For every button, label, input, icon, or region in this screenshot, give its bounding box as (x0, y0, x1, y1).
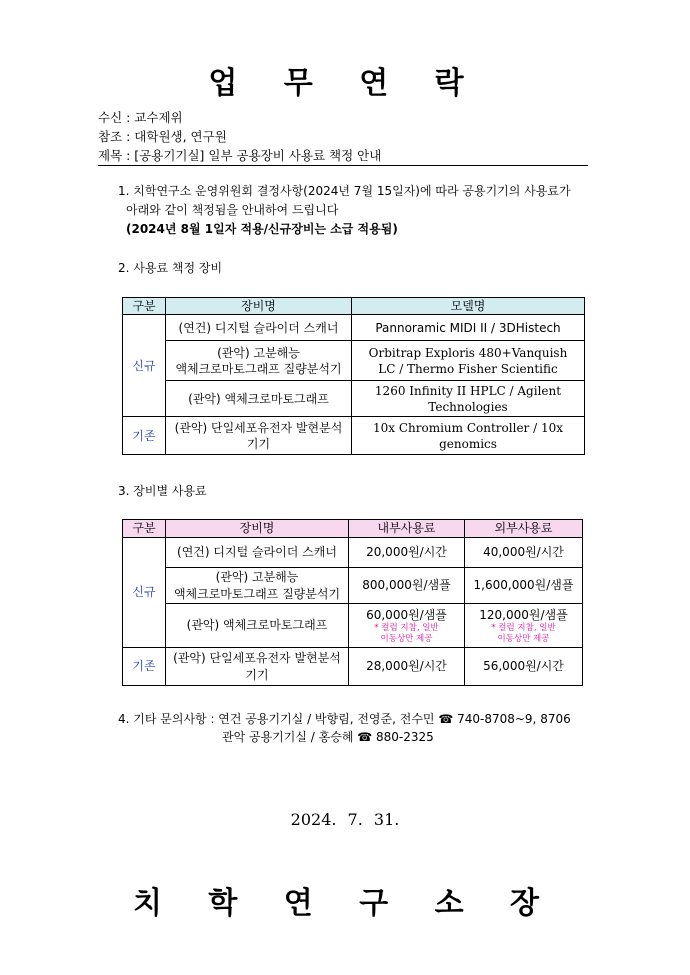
equipment-table (122, 297, 585, 455)
equipment-name: (관악) 액체크로마토그래프 (166, 604, 349, 648)
header-equipment-name: 장비명 (166, 520, 349, 538)
equipment-name: (관악) 단일세포유전자 발현분석 기기 (166, 417, 352, 455)
table-row (123, 538, 583, 568)
equipment-name: (연건) 디지털 슬라이더 스캐너 (166, 538, 349, 568)
category-existing: 기존 (123, 417, 166, 455)
internal-fee: 60,000원/샘플 * 컬럼 지참, 일반 이동상만 제공 (349, 604, 465, 648)
model-name: 10x Chromium Controller / 10x genomics (352, 417, 585, 455)
section1-line3: (2024년 8월 1일자 적용/신규장비는 소급 적용됨) (126, 222, 398, 236)
section2-heading: 2. 사용료 책정 장비 (118, 261, 223, 275)
header-divider (98, 165, 588, 166)
table-header-row (123, 298, 585, 315)
table-row (123, 417, 585, 455)
internal-fee: 28,000원/시간 (349, 648, 465, 686)
equipment-name: (연건) 디지털 슬라이더 스캐너 (166, 315, 352, 341)
table-row (123, 604, 583, 648)
header-model-name: 모델명 (352, 298, 585, 315)
contact-line2: 관악 공용기기실 / 홍승혜 ☎ 880-2325 (222, 730, 434, 744)
header-equipment-name: 장비명 (166, 298, 352, 315)
issuer-signature: 치 학 연 구 소 장 (132, 886, 558, 921)
category-existing: 기존 (123, 648, 166, 686)
model-name: Orbitrap Exploris 480+Vanquish LC / Thermo Fisher Scientific (352, 341, 585, 381)
category-new: 신규 (123, 315, 166, 417)
header-category: 구분 (123, 298, 166, 315)
table-row (123, 315, 585, 341)
section1-line1: 1. 치학연구소 운영위원회 결정사항(2024년 7월 15일자)에 따라 공용기기의 사용료가 (118, 184, 571, 198)
header-external-fee: 외부사용료 (465, 520, 583, 538)
document-date: 2024. 7. 31. (290, 810, 400, 829)
external-fee: 1,600,000원/샘플 (465, 568, 583, 604)
model-name: 1260 Infinity II HPLC / Agilent Technologies (352, 381, 585, 417)
table-row (123, 648, 583, 686)
document-title: 업 무 연 락 (208, 66, 482, 101)
external-fee: 120,000원/샘플 * 컬럼 지참, 일반 이동상만 제공 (465, 604, 583, 648)
external-fee: 56,000원/시간 (465, 648, 583, 686)
section1-line2: 아래와 같이 책정됨을 안내하여 드립니다 (126, 203, 339, 217)
table-row (123, 381, 585, 417)
subject-line: 제목 : [공용기기실] 일부 공용장비 사용료 책정 안내 (98, 148, 382, 163)
contact-line1: 4. 기타 문의사항 : 연건 공용기기실 / 박향림, 전영준, 전수민 ☎ 740-8708~9, 8706 (118, 712, 571, 726)
internal-fee: 20,000원/시간 (349, 538, 465, 568)
internal-fee: 800,000원/샘플 (349, 568, 465, 604)
equipment-name: (관악) 고분해능 액체크로마토그래프 질량분석기 (166, 568, 349, 604)
section3-heading: 3. 장비별 사용료 (118, 484, 207, 498)
fee-note: * 컬럼 지참, 일반 이동상만 제공 (374, 622, 439, 644)
model-name: Pannoramic MIDI II / 3DHistech (352, 315, 585, 341)
fee-table (122, 519, 583, 686)
reference-line: 참조 : 대학원생, 연구원 (98, 129, 227, 144)
header-internal-fee: 내부사용료 (349, 520, 465, 538)
fee-note: * 컬럼 지참, 일반 이동상만 제공 (491, 622, 556, 644)
recipient-line: 수신 : 교수제위 (98, 110, 183, 125)
equipment-name: (관악) 단일세포유전자 발현분석 기기 (166, 648, 349, 686)
table-header-row (123, 520, 583, 538)
equipment-name: (관악) 액체크로마토그래프 (166, 381, 352, 417)
header-category: 구분 (123, 520, 166, 538)
table-row (123, 341, 585, 381)
external-fee: 40,000원/시간 (465, 538, 583, 568)
table-row (123, 568, 583, 604)
category-new: 신규 (123, 538, 166, 648)
equipment-name: (관악) 고분해능 액체크로마토그래프 질량분석기 (166, 341, 352, 381)
